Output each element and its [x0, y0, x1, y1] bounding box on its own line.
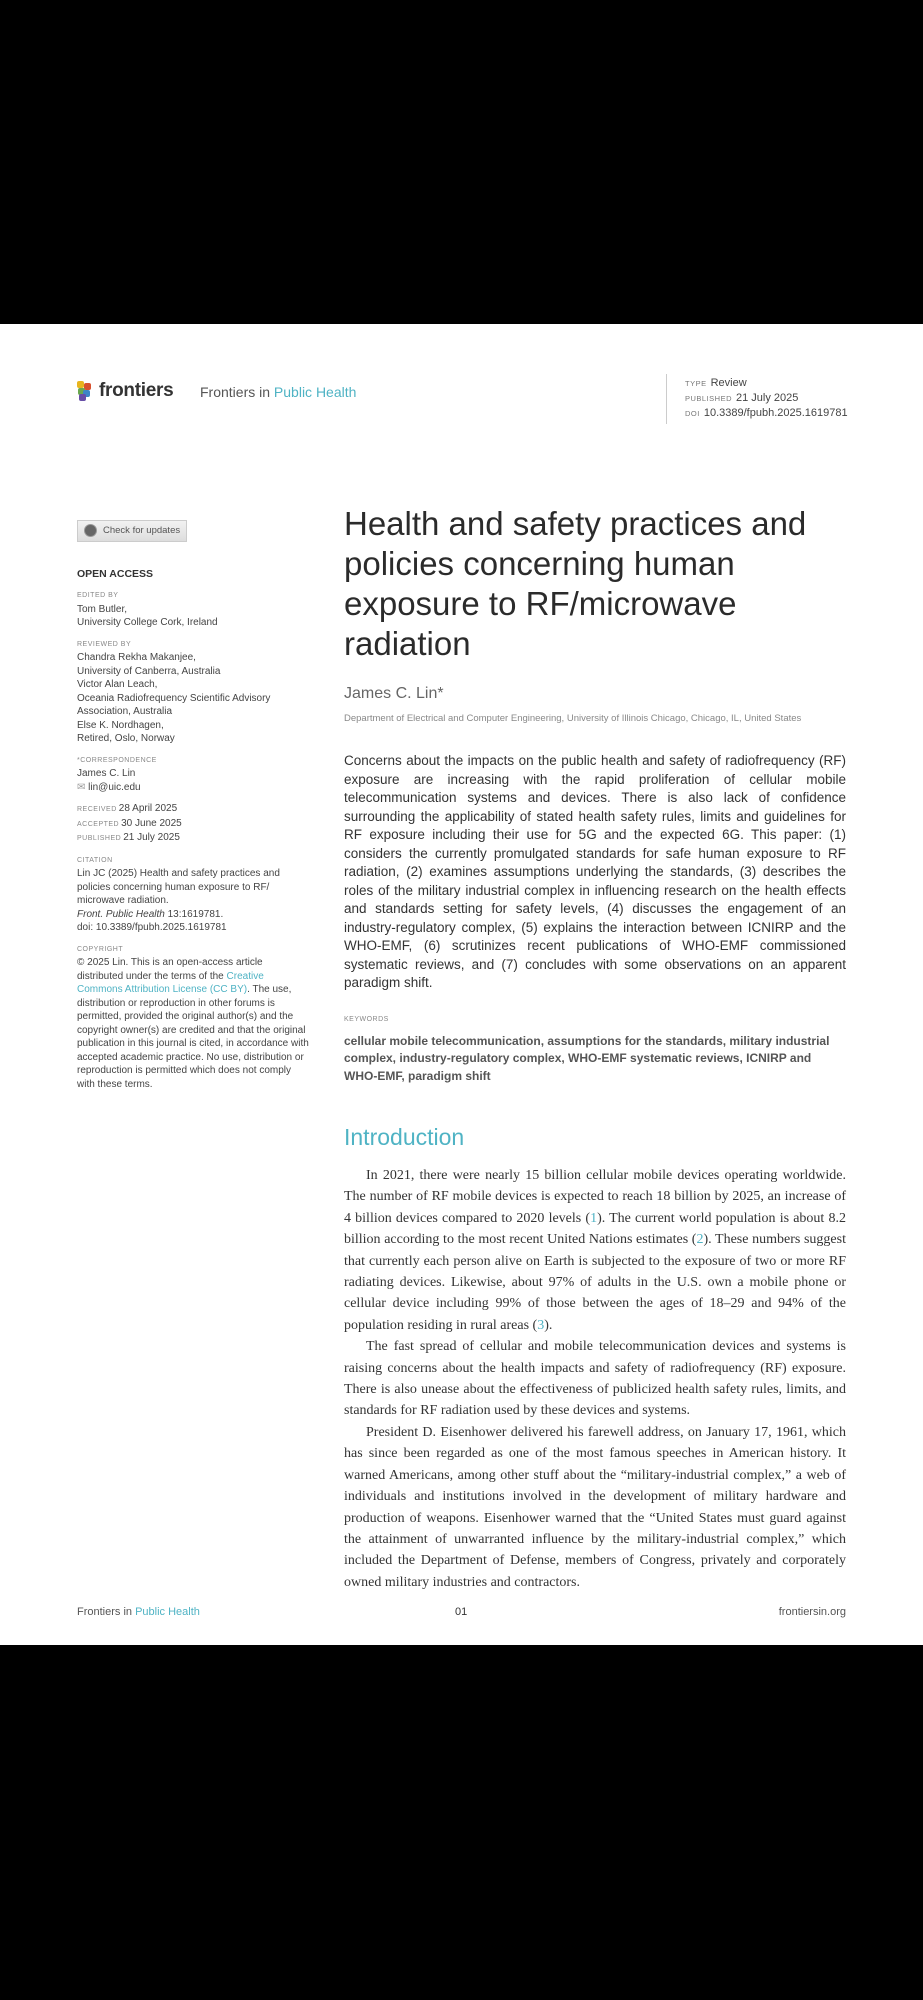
- author[interactable]: James C. Lin*: [344, 685, 444, 702]
- editor-name: Tom Butler,: [77, 603, 128, 615]
- accepted-label: ACCEPTED: [77, 820, 120, 828]
- body-text: [344, 1165, 846, 1593]
- logo-text: frontiers: [99, 380, 174, 401]
- license-link[interactable]: Creative Commons Attribution License (CC BY): [77, 970, 264, 996]
- abstract: Concerns about the impacts on the public health and safety of radiofrequency (RF) exposure are increasing with the rapid proliferation of cellular mobile telecommunication systems and devices. There is also lack of confidence surrounding the applicability of stated health safety rules, limits and guidelines for RF exposure including their use for 5G and the expected 6G. This paper: (1) considers the currently promulgated standards for safe human exposure to RF radiation, (2) examines assumptions underlying the standards, (3) describes the roles of the military industrial complex in influencing research on the health effects and standards setting for safety levels, (4) discusses the engagement of an industry-regulatory complex, (5) explains the interaction between ICNIRP and the WHO-EMF, (6) scrutinizes recent publications of WHO-EMF commissioned systematic reviews, and (7) concludes with some observations on an apparent paradigm shift.: [344, 753, 846, 990]
- check-for-updates-button[interactable]: [77, 520, 187, 542]
- update-icon: [84, 524, 97, 537]
- reviewer: Chandra Rekha Makanjee,: [77, 652, 196, 664]
- received-date: 28 April 2025: [118, 803, 178, 815]
- citation-doi: doi: 10.3389/fpubh.2025.1619781: [77, 922, 227, 934]
- received-label: RECEIVED: [77, 806, 117, 814]
- citation: [77, 867, 309, 935]
- reviewer: Victor Alan Leach,: [77, 679, 158, 691]
- page-number: 01: [455, 1606, 468, 1618]
- reviewed-by-label: REVIEWED BY: [77, 640, 132, 648]
- article-meta: [685, 376, 848, 421]
- affiliation: Department of Electrical and Computer Engineering, University of Illinois Chicago, Chicago, IL, United States: [344, 713, 802, 724]
- text: ).: [544, 1317, 553, 1333]
- correspondence-name: James C. Lin: [77, 768, 136, 780]
- paragraph: President D. Eisenhower delivered his farewell address, on January 17, 1961, which has since been regarded as one of the most famous speeches in American history. It warned Americans, among other stuff about the “military-industrial complex,” a web of individuals and institutions involved in the development of military hardware and production of weapons. Eisenhower warned that the “United States must guard against the attainment of unwarranted influence by the military-industrial complex,” which included the Department of Defense, members of Congress, privately and corporately owned military industries and contractors.: [344, 1424, 846, 1590]
- email-icon: ✉: [77, 781, 89, 793]
- keywords-label: KEYWORDS: [344, 1015, 389, 1023]
- accepted-date: 30 June 2025: [121, 817, 182, 829]
- check-updates-label: Check for updates: [103, 525, 181, 536]
- keywords: cellular mobile telecommunication, assumptions for the standards, military industrial complex, industry-regulatory complex, WHO-EMF systematic reviews, ICNIRP and WHO-EMF, paradigm shift: [344, 1033, 830, 1083]
- text: In 2021, there were nearly 15 billion cellular mobile devices operating worldwide. The number of RF mobile devices is expected to reach 18 billion by 2025, an increase of 4 billion devices compared to 2020 levels (: [344, 1168, 846, 1226]
- correspondence-email[interactable]: [77, 781, 309, 795]
- document-page: [0, 324, 923, 1645]
- citation-label: CITATION: [77, 856, 113, 864]
- journal-name: [200, 384, 356, 400]
- copyright-text: © 2025 Lin. This is an open-access article distributed under the terms of the: [77, 957, 263, 982]
- published-label: PUBLISHED: [685, 394, 733, 403]
- type-label: TYPE: [685, 379, 707, 388]
- copyright: [77, 956, 309, 1091]
- citation-volume: 13:1619781.: [164, 908, 224, 920]
- text: ). These numbers suggest that currently each person alive on Earth is subjected to the exposure of two or more RF radiating devices. Likewise, about 97% of adults in the U.S. own a mobile phone or cellular device including 99% of those between the ages of 18–29 and 94% of the population residing in rural areas (: [344, 1232, 846, 1333]
- reference-link[interactable]: 3: [537, 1317, 545, 1333]
- reviewer: Else K. Nordhagen,: [77, 719, 164, 731]
- published-label: PUBLISHED: [77, 835, 122, 843]
- footer-site-link[interactable]: frontiersin.org: [778, 1606, 846, 1618]
- reviewer-affiliation: Retired, Oslo, Norway: [77, 733, 175, 745]
- reviewer-affiliation: University of Canberra, Australia: [77, 665, 221, 677]
- frontiers-logo[interactable]: [77, 380, 173, 402]
- sidebar: [77, 520, 309, 1091]
- published-date: 21 July 2025: [736, 392, 799, 404]
- citation-journal: Front. Public Health: [77, 908, 165, 920]
- footer-journal-name: Public Health: [135, 1606, 200, 1618]
- doi[interactable]: 10.3389/fpubh.2025.1619781: [703, 407, 848, 419]
- footer-journal: [77, 1605, 200, 1619]
- journal-title: Public Health: [273, 384, 357, 400]
- reference-link[interactable]: 1: [590, 1210, 598, 1226]
- copyright-text-end: . The use, distribution or reproduction in other forums is permitted, provided the original author(s) and the copyright owner(s) are credited and that the original publication in this journal is cited, in accordance with accepted academic practice. No use, distribution or reproduction is permitted which does not comply with these terms.: [77, 984, 309, 1090]
- copyright-label: COPYRIGHT: [77, 945, 124, 953]
- editor-affiliation: University College Cork, Ireland: [77, 617, 218, 629]
- text: ). The current world population is about 8.2 billion according to the most recent United Nations estimates (: [344, 1210, 846, 1248]
- citation-text: Lin JC (2025) Health and safety practices and policies concerning human exposure to RF/ microwave radiation.: [77, 868, 280, 907]
- frontiers-logo-icon: [77, 381, 93, 401]
- email-text[interactable]: lin@uic.edu: [88, 781, 141, 793]
- reference-link[interactable]: 2: [696, 1232, 704, 1248]
- edited-by-label: EDITED BY: [77, 592, 119, 600]
- article-type: Review: [710, 377, 747, 389]
- header-divider: [666, 374, 667, 424]
- published-date: 21 July 2025: [123, 832, 180, 844]
- footer-journal-prefix: Frontiers in: [77, 1606, 136, 1618]
- journal-prefix: Frontiers in: [200, 384, 274, 400]
- main-column: [344, 504, 846, 1593]
- doi-label: DOI: [685, 409, 700, 418]
- article-title: Health and safety practices and policies concerning human exposure to RF/microwave radiation: [344, 505, 807, 662]
- section-heading-introduction: Introduction: [344, 1124, 465, 1150]
- reviewer-affiliation: Oceania Radiofrequency Scientific Advisory Association, Australia: [77, 692, 271, 718]
- correspondence-label: *CORRESPONDENCE: [77, 756, 157, 764]
- paragraph: [344, 1165, 846, 1336]
- open-access-label: OPEN ACCESS: [77, 567, 154, 580]
- paragraph: The fast spread of cellular and mobile telecommunication devices and systems is raising concerns about the health impacts and safety of radiofrequency (RF) exposure. There is also unease about the effectiveness of publicized health safety rules, limits, and standards for RF radiation used by these devices and systems.: [344, 1339, 846, 1419]
